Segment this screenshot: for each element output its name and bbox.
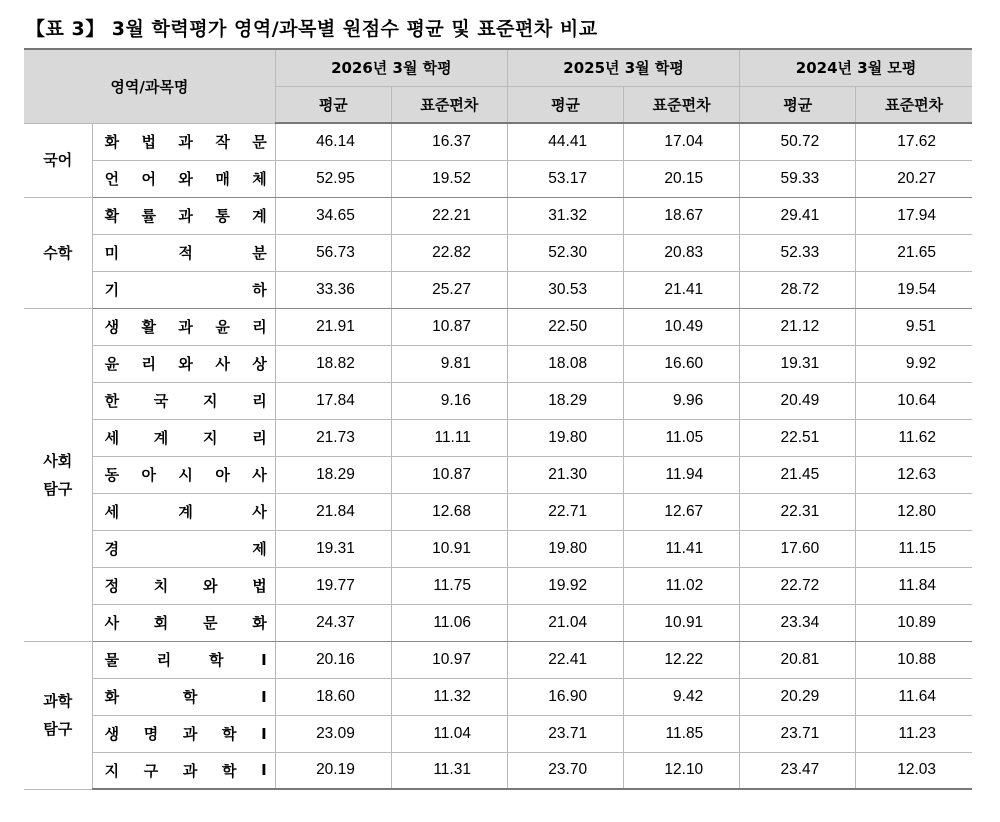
mean-value: 21.91 <box>275 308 391 345</box>
sd-value: 11.85 <box>624 715 740 752</box>
sd-value: 10.91 <box>391 530 507 567</box>
sd-value: 11.32 <box>391 678 507 715</box>
subject-name <box>92 678 275 715</box>
mean-value: 19.92 <box>507 567 623 604</box>
table-row <box>24 345 972 382</box>
mean-value: 19.31 <box>275 530 391 567</box>
sd-value: 17.04 <box>624 123 740 160</box>
mean-value: 53.17 <box>507 160 623 197</box>
sd-value: 11.62 <box>856 419 972 456</box>
mean-value: 20.81 <box>740 641 856 678</box>
sd-value: 22.82 <box>391 234 507 271</box>
sd-value: 20.15 <box>624 160 740 197</box>
mean-value: 23.47 <box>740 752 856 789</box>
mean-value: 28.72 <box>740 271 856 308</box>
mean-value: 22.71 <box>507 493 623 530</box>
exam-header-2025: 2025년 3월 학평 <box>507 49 739 86</box>
table-row <box>24 715 972 752</box>
sd-value: 11.41 <box>624 530 740 567</box>
mean-value: 50.72 <box>740 123 856 160</box>
mean-value: 22.41 <box>507 641 623 678</box>
mean-value: 52.95 <box>275 160 391 197</box>
subject-name <box>92 382 275 419</box>
mean-value: 17.84 <box>275 382 391 419</box>
table-row <box>24 271 972 308</box>
sd-value: 12.10 <box>624 752 740 789</box>
sd-value: 10.49 <box>624 308 740 345</box>
mean-value: 33.36 <box>275 271 391 308</box>
table-row <box>24 752 972 789</box>
sd-value: 12.22 <box>624 641 740 678</box>
mean-value: 18.60 <box>275 678 391 715</box>
table-row <box>24 419 972 456</box>
mean-value: 52.30 <box>507 234 623 271</box>
subject-name <box>92 234 275 271</box>
subject-label: 확 률 과 통 계 <box>104 207 267 225</box>
sd-value: 12.68 <box>391 493 507 530</box>
subject-label: 동 아 시 아 사 <box>104 466 267 484</box>
mean-value: 22.51 <box>740 419 856 456</box>
sd-value: 9.16 <box>391 382 507 419</box>
sd-value: 17.62 <box>856 123 972 160</box>
area-subject-header: 영역/과목명 <box>24 49 275 123</box>
mean-value: 20.19 <box>275 752 391 789</box>
mean-value: 23.71 <box>740 715 856 752</box>
mean-value: 19.80 <box>507 530 623 567</box>
sd-value: 25.27 <box>391 271 507 308</box>
mean-value: 59.33 <box>740 160 856 197</box>
table-row <box>24 234 972 271</box>
mean-value: 21.04 <box>507 604 623 641</box>
sd-value: 11.05 <box>624 419 740 456</box>
mean-value: 21.84 <box>275 493 391 530</box>
mean-value: 19.77 <box>275 567 391 604</box>
mean-value: 22.50 <box>507 308 623 345</box>
mean-value: 20.29 <box>740 678 856 715</box>
exam-header-2026: 2026년 3월 학평 <box>275 49 507 86</box>
mean-value: 21.30 <box>507 456 623 493</box>
table-body <box>24 123 972 789</box>
subject-label: 사 회 문 화 <box>104 614 267 632</box>
subject-name <box>92 752 275 789</box>
area-name: 국어 <box>24 123 92 197</box>
mean-value: 19.80 <box>507 419 623 456</box>
subject-name <box>92 345 275 382</box>
mean-value: 52.33 <box>740 234 856 271</box>
mean-header: 평균 <box>740 86 856 123</box>
sd-value: 11.94 <box>624 456 740 493</box>
table-row <box>24 493 972 530</box>
sd-header: 표준편차 <box>624 86 740 123</box>
mean-header: 평균 <box>507 86 623 123</box>
sd-value: 10.97 <box>391 641 507 678</box>
sd-value: 16.37 <box>391 123 507 160</box>
subject-label: 물 리 학 Ⅰ <box>104 650 267 669</box>
subject-name <box>92 493 275 530</box>
sd-value: 10.87 <box>391 456 507 493</box>
area-name: 사회 탐구 <box>24 308 92 641</box>
sd-value: 21.65 <box>856 234 972 271</box>
subject-label: 한 국 지 리 <box>104 392 267 410</box>
sd-value: 21.41 <box>624 271 740 308</box>
subject-label: 기 하 <box>104 281 267 299</box>
sd-value: 11.64 <box>856 678 972 715</box>
subject-name <box>92 604 275 641</box>
table-row <box>24 123 972 160</box>
subject-name <box>92 641 275 678</box>
subject-label: 지 구 과 학 Ⅰ <box>104 761 267 780</box>
subject-name <box>92 123 275 160</box>
mean-value: 23.70 <box>507 752 623 789</box>
mean-value: 18.82 <box>275 345 391 382</box>
sd-header: 표준편차 <box>391 86 507 123</box>
mean-value: 23.09 <box>275 715 391 752</box>
mean-value: 30.53 <box>507 271 623 308</box>
subject-name <box>92 419 275 456</box>
sd-value: 10.91 <box>624 604 740 641</box>
mean-value: 31.32 <box>507 197 623 234</box>
mean-value: 18.29 <box>275 456 391 493</box>
sd-value: 11.23 <box>856 715 972 752</box>
mean-value: 16.90 <box>507 678 623 715</box>
sd-value: 20.83 <box>624 234 740 271</box>
sd-value: 10.89 <box>856 604 972 641</box>
sd-value: 22.21 <box>391 197 507 234</box>
sd-value: 9.42 <box>624 678 740 715</box>
subject-label: 경 제 <box>104 540 267 558</box>
sd-value: 10.64 <box>856 382 972 419</box>
sd-value: 11.75 <box>391 567 507 604</box>
mean-value: 21.45 <box>740 456 856 493</box>
subject-label: 세 계 사 <box>104 503 267 521</box>
mean-value: 22.31 <box>740 493 856 530</box>
subject-label: 화 학 Ⅰ <box>104 687 267 706</box>
mean-value: 56.73 <box>275 234 391 271</box>
exam-header-2024: 2024년 3월 모평 <box>740 49 972 86</box>
subject-label: 화 법 과 작 문 <box>104 133 267 151</box>
subject-name <box>92 308 275 345</box>
mean-value: 20.49 <box>740 382 856 419</box>
sd-value: 10.87 <box>391 308 507 345</box>
subject-name <box>92 271 275 308</box>
table-row <box>24 567 972 604</box>
sd-value: 11.84 <box>856 567 972 604</box>
table-row <box>24 160 972 197</box>
subject-name <box>92 456 275 493</box>
table-row <box>24 197 972 234</box>
sd-value: 11.06 <box>391 604 507 641</box>
subject-label: 세 계 지 리 <box>104 429 267 447</box>
subject-label: 생 명 과 학 Ⅰ <box>104 724 267 743</box>
mean-header: 평균 <box>275 86 391 123</box>
table-row <box>24 382 972 419</box>
mean-value: 21.12 <box>740 308 856 345</box>
table-row <box>24 456 972 493</box>
table-row <box>24 678 972 715</box>
sd-value: 9.51 <box>856 308 972 345</box>
sd-value: 9.92 <box>856 345 972 382</box>
subject-name <box>92 567 275 604</box>
subject-name <box>92 197 275 234</box>
sd-value: 12.03 <box>856 752 972 789</box>
sd-value: 12.63 <box>856 456 972 493</box>
mean-value: 23.34 <box>740 604 856 641</box>
mean-value: 24.37 <box>275 604 391 641</box>
sd-value: 9.96 <box>624 382 740 419</box>
sd-value: 18.67 <box>624 197 740 234</box>
mean-value: 18.29 <box>507 382 623 419</box>
subject-label: 미 적 분 <box>104 244 267 262</box>
sd-value: 11.02 <box>624 567 740 604</box>
table-row <box>24 641 972 678</box>
mean-value: 44.41 <box>507 123 623 160</box>
sd-value: 12.67 <box>624 493 740 530</box>
table-title: 【표 3】 3월 학력평가 영역/과목별 원점수 평균 및 표준편차 비교 <box>26 18 598 40</box>
table-row <box>24 530 972 567</box>
mean-value: 34.65 <box>275 197 391 234</box>
sd-value: 19.54 <box>856 271 972 308</box>
mean-value: 18.08 <box>507 345 623 382</box>
table-row <box>24 308 972 345</box>
sd-value: 9.81 <box>391 345 507 382</box>
subject-name <box>92 160 275 197</box>
score-comparison-table <box>24 48 972 790</box>
sd-value: 20.27 <box>856 160 972 197</box>
sd-value: 11.31 <box>391 752 507 789</box>
sd-value: 17.94 <box>856 197 972 234</box>
subject-label: 언 어 와 매 체 <box>104 170 267 188</box>
subject-name <box>92 530 275 567</box>
subject-label: 윤 리 와 사 상 <box>104 355 267 373</box>
mean-value: 46.14 <box>275 123 391 160</box>
subject-name <box>92 715 275 752</box>
mean-value: 22.72 <box>740 567 856 604</box>
mean-value: 19.31 <box>740 345 856 382</box>
sd-value: 11.11 <box>391 419 507 456</box>
sd-value: 16.60 <box>624 345 740 382</box>
area-name: 수학 <box>24 197 92 308</box>
mean-value: 17.60 <box>740 530 856 567</box>
mean-value: 23.71 <box>507 715 623 752</box>
subject-label: 정 치 와 법 <box>104 577 267 595</box>
sd-value: 11.04 <box>391 715 507 752</box>
mean-value: 21.73 <box>275 419 391 456</box>
mean-value: 20.16 <box>275 641 391 678</box>
area-name: 과학 탐구 <box>24 641 92 789</box>
sd-value: 11.15 <box>856 530 972 567</box>
subject-label: 생 활 과 윤 리 <box>104 318 267 336</box>
sd-value: 12.80 <box>856 493 972 530</box>
sd-header: 표준편차 <box>856 86 972 123</box>
sd-value: 19.52 <box>391 160 507 197</box>
sd-value: 10.88 <box>856 641 972 678</box>
table-row <box>24 604 972 641</box>
mean-value: 29.41 <box>740 197 856 234</box>
